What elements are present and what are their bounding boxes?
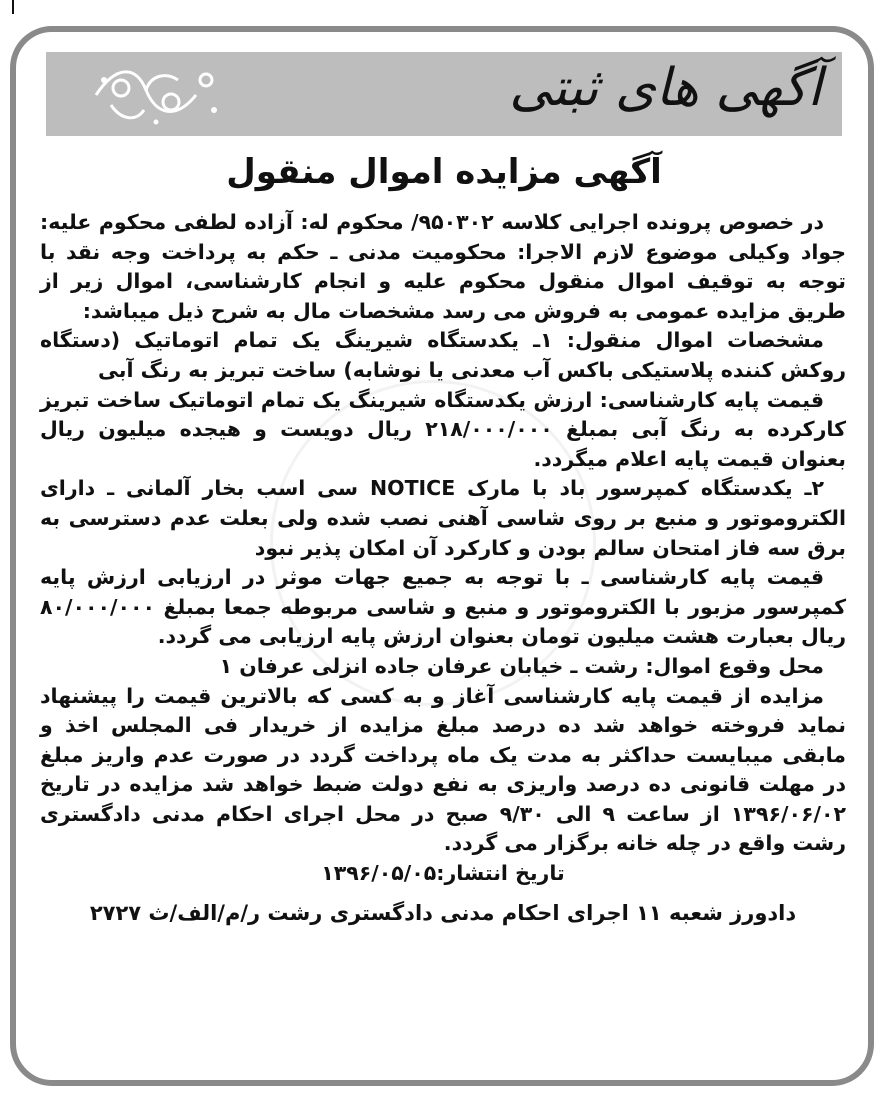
notice-title: آگهی مزایده اموال منقول [226, 152, 662, 192]
edge-mark [12, 0, 14, 14]
notice-paragraph: قیمت پایه کارشناسی ـ با توجه به جمیع جهات موثر در ارزیابی ارزش پایه کمپرسور مزبور با الکتروموتور و منبع و شاسی مربوطه جمعا بمبلغ ۸۰/۰۰۰/۰۰۰ ریال بعبارت هشت میلیون تومان بعنوان ارزش پایه ارزیابی می گردد. [40, 565, 846, 649]
section-header [46, 52, 842, 136]
publish-date: تاریخ انتشار:۱۳۹۶/۰۵/۰۵ [321, 861, 565, 886]
notice-paragraph: محل وقوع اموال: رشت ـ خیابان عرفان جاده انزلی عرفان ۱ [219, 653, 824, 678]
floral-ornament-icon [86, 60, 226, 130]
notice-body [40, 208, 846, 928]
notice-paragraph: در خصوص پرونده اجرایی کلاسه ۹۵۰۳۰۲/ محکوم له: آزاده لطفی محکوم علیه: جواد وکیلی موضوع لازم الاجرا: محکومیت مدنی ـ حکم به پرداخت وجه نقد با توجه به توقیف اموال منقول محکوم علیه و انجام کارشناسی، اموال زیر از طریق مزایده عمومی به فروش می رسد مشخصات مال به شرح ذیل میباشد: [40, 210, 846, 323]
signature-line: دادورز شعبه ۱۱ اجرای احکام مدنی دادگستری رشت ر/م/الف/ث ۲۷۲۷ [89, 900, 797, 925]
notice-paragraph: مزایده از قیمت پایه کارشناسی آغاز و به کسی که بالاترین قیمت را پیشنهاد نماید فروخته خواهد شد ده درصد مبلغ مزایده از خریدار فی المجلس اخذ و مابقی میبایست حداکثر به مدت یک ماه پرداخت گردد در صورت عدم واریز مبلغ در مهلت قانونی ده درصد واریزی به نفع دولت ضبط خواهد شد مزایده در تاریخ ۱۳۹۶/۰۶/۰۲ از ساعت ۹ الی ۹/۳۰ صبح در محل اجرای احکام مدنی دادگستری رشت واقع در چله خانه برگزار می گردد. [40, 683, 846, 856]
notice-paragraph: ۲ـ یکدستگاه کمپرسور باد با مارک NOTICE سی اسب بخار آلمانی ـ دارای الکتروموتور و منبع بر روی شاسی آهنی نصب شده ولی بعلت عدم دسترسی به برق سه فاز امتحان سالم بودن و کارکرد آن امکان پذیر نبود [40, 476, 846, 560]
notice-paragraph: مشخصات اموال منقول: ۱ـ یکدستگاه شیرینگ یک تمام اتوماتیک (دستگاه روکش کننده پلاستیکی باکس آب معدنی یا نوشابه) ساخت تبریز به رنگ آبی [40, 328, 846, 382]
section-title: آگهی های ثبتی [509, 58, 822, 118]
notice-paragraph: قیمت پایه کارشناسی: ارزش یکدستگاه شیرینگ یک تمام اتوماتیک ساخت تبریز کارکرده به رنگ آبی بمبلغ ۲۱۸/۰۰۰/۰۰۰ ریال دویست و هیجده میلیون ریال بعنوان قیمت پایه اعلام میگردد. [40, 387, 847, 471]
